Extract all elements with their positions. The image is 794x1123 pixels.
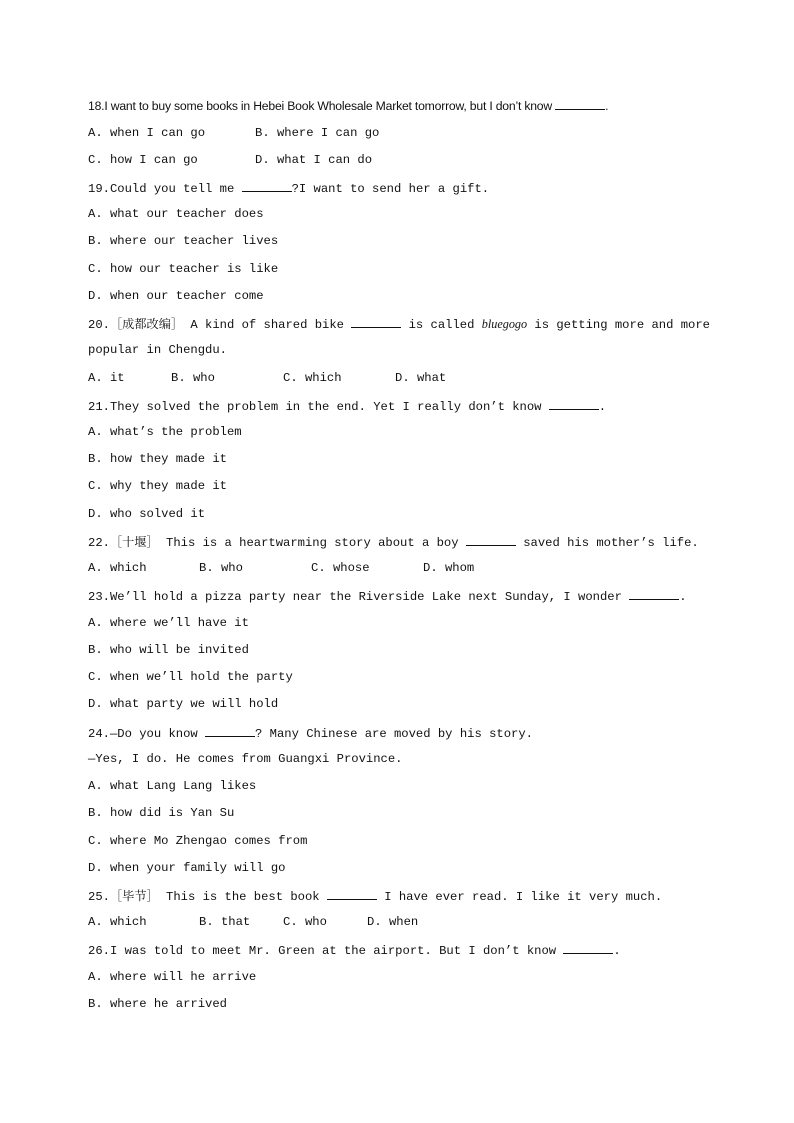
option-c: C. which — [283, 371, 342, 385]
option-c: C. whose — [311, 561, 370, 575]
question-20 — [88, 316, 710, 332]
question-number: 18. — [88, 99, 105, 113]
answer-blank — [327, 888, 377, 900]
answer-blank — [205, 725, 255, 737]
option-d: D. what party we will hold — [88, 697, 279, 711]
question-26 — [88, 942, 621, 958]
question-stem-end: . — [605, 99, 609, 113]
option-c: C. how our teacher is like — [88, 262, 279, 276]
question-25 — [88, 888, 662, 904]
question-18 — [88, 98, 608, 113]
question-stem: A kind of shared bike — [183, 318, 352, 332]
question-stem-end: I have ever read. I like it very much. — [376, 890, 663, 904]
option-b: B. where I can go — [255, 126, 380, 140]
option-b: B. how did is Yan Su — [88, 806, 235, 820]
question-stem-end: ? Many Chinese are moved by his story. — [255, 727, 533, 741]
option-d: D. who solved it — [88, 507, 206, 521]
question-number: 24. — [88, 727, 110, 741]
answer-blank — [563, 942, 613, 954]
question-stem: This is the best book — [158, 890, 327, 904]
option-b: B. who — [171, 371, 215, 385]
option-c: C. when we’ll hold the party — [88, 670, 293, 684]
question-stem-end: . — [598, 400, 607, 414]
source-tag: ［成都改编］ — [109, 318, 184, 332]
question-number: 21. — [88, 400, 110, 414]
option-a: A. which — [88, 915, 147, 929]
question-stem-end: . — [679, 590, 687, 604]
option-d: D. whom — [423, 561, 475, 575]
option-a: A. what’s the problem — [88, 425, 242, 439]
question-stem: I was told to meet Mr. Green at the airport. But I don’t know — [109, 944, 564, 958]
question-number: 26. — [88, 944, 110, 958]
question-number: 22. — [88, 536, 110, 550]
answer-blank — [242, 180, 292, 192]
option-b: B. who — [199, 561, 243, 575]
option-a: A. which — [88, 561, 147, 575]
question-stem: —Do you know — [109, 727, 206, 741]
question-number: 20. — [88, 318, 110, 332]
option-d: D. what — [395, 371, 447, 385]
option-b: B. how they made it — [88, 452, 227, 466]
option-c: C. where Mo Zhengao comes from — [88, 834, 308, 848]
question-21 — [88, 398, 606, 414]
option-d: D. when — [367, 915, 419, 929]
question-stem-end: . — [613, 944, 621, 958]
option-d: D. what I can do — [255, 153, 373, 167]
question-stem-mid: is called — [401, 318, 482, 332]
question-22 — [88, 534, 699, 550]
source-tag: ［毕节］ — [109, 890, 159, 904]
option-a: A. where will he arrive — [88, 970, 257, 984]
option-b: B. where he arrived — [88, 997, 227, 1011]
question-stem-end: ?I want to send her a gift. — [291, 182, 490, 196]
question-number: 23. — [88, 590, 110, 604]
answer-blank — [466, 534, 516, 546]
source-tag: ［十堰］ — [109, 536, 159, 550]
option-c: C. why they made it — [88, 479, 227, 493]
option-b: B. that — [199, 915, 251, 929]
option-a: A. what our teacher does — [88, 207, 264, 221]
question-stem-end: is getting more and more — [527, 318, 710, 332]
option-b: B. where our teacher lives — [88, 234, 279, 248]
question-number: 19. — [88, 182, 110, 196]
answer-blank — [351, 316, 401, 328]
question-stem: They solved the problem in the end. Yet I really don’t know — [109, 400, 549, 414]
question-23 — [88, 588, 687, 604]
option-a: A. it — [88, 371, 125, 385]
question-20-continued: popular in Chengdu. — [88, 343, 227, 357]
option-d: D. when your family will go — [88, 861, 286, 875]
option-a: A. what Lang Lang likes — [88, 779, 257, 793]
question-19 — [88, 180, 489, 196]
question-stem-end: saved his mother’s life. — [515, 536, 699, 550]
brand-name: bluegogo — [481, 317, 528, 331]
answer-blank — [555, 98, 605, 110]
option-c: C. who — [283, 915, 327, 929]
question-stem: I want to buy some books in Hebei Book Wholesale Market tomorrow, but I don’t know — [104, 99, 556, 113]
option-a: A. where we’ll have it — [88, 616, 249, 630]
answer-blank — [549, 398, 599, 410]
option-d: D. when our teacher come — [88, 289, 264, 303]
question-24 — [88, 725, 533, 741]
question-stem: Could you tell me — [109, 182, 242, 196]
answer-blank — [629, 588, 679, 600]
question-24-reply: —Yes, I do. He comes from Guangxi Province. — [88, 752, 403, 766]
option-a: A. when I can go — [88, 126, 206, 140]
option-c: C. how I can go — [88, 153, 198, 167]
question-stem: We’ll hold a pizza party near the Riverside Lake next Sunday, I wonder — [109, 590, 630, 604]
option-b: B. who will be invited — [88, 643, 249, 657]
question-stem: This is a heartwarming story about a boy — [158, 536, 466, 550]
question-number: 25. — [88, 890, 110, 904]
